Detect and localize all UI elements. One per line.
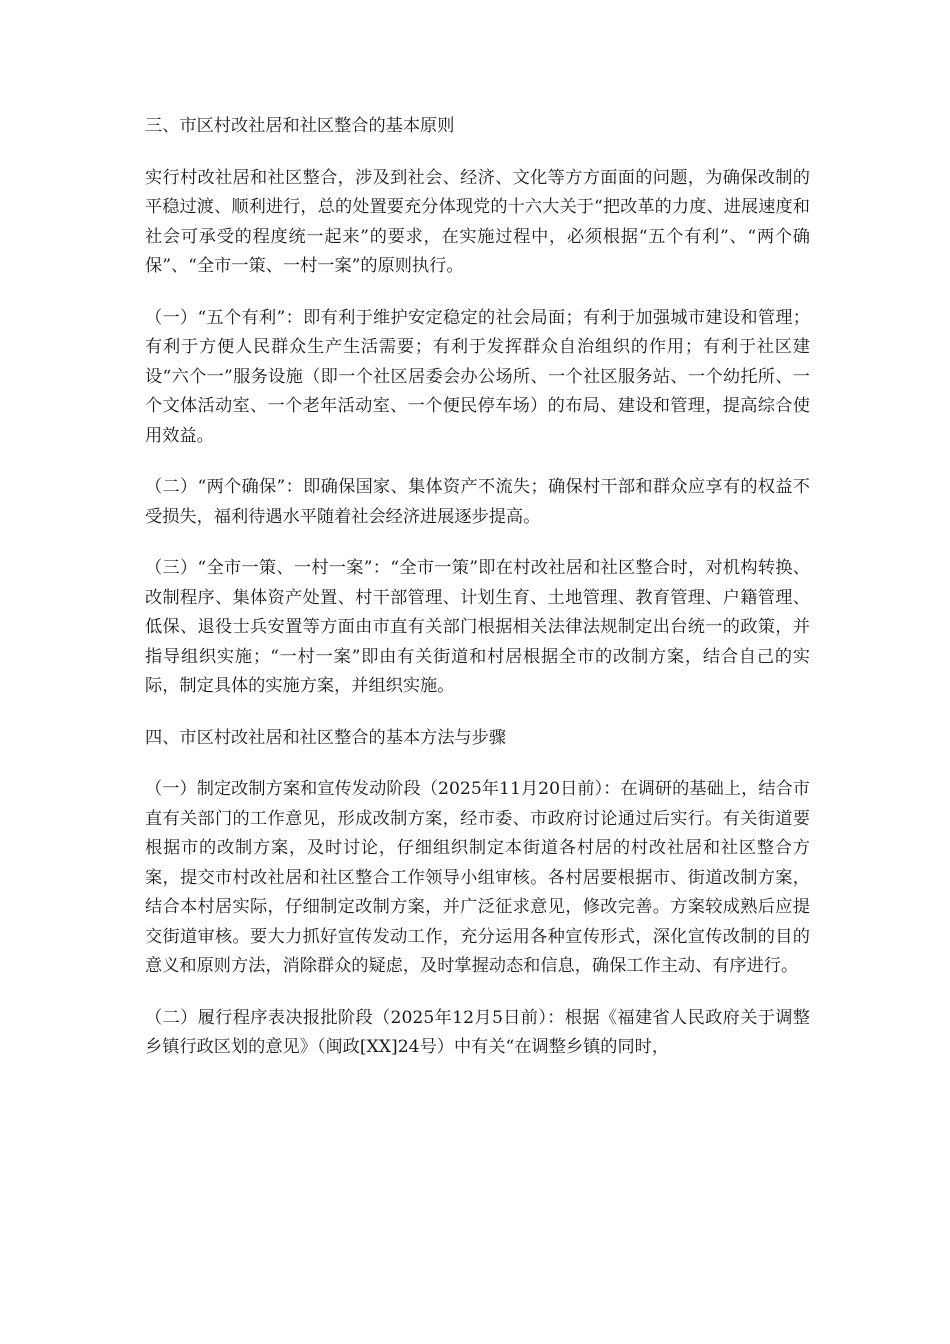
body-paragraph: 实行村改社居和社区整合，涉及到社会、经济、文化等方方面面的问题，为确保改制的平稳过渡、顺利进行，总的处置要充分体现党的十六大关于“把改革的力度、进展速度和社会可承受的程度统一起来”的要求，在实施过程中，必须根据“五个有利”、“两个确保”、“全市一策、一村一案”的原则执行。 [145,167,810,276]
body-paragraph: （二）履行程序表决报批阶段（2025年12月5日前）：根据《福建省人民政府关于调整乡镇行政区划的意见》（闽政[XX]24号）中有关“在调整乡镇的同时， [145,1007,810,1057]
body-paragraph: （三）“全市一策、一村一案”：“全市一策”即在村改社居和社区整合时，对机构转换、改制程序、集体资产处置、村干部管理、计划生育、土地管理、教育管理、户籍管理、低保、退役士兵安置等方面由市直有关部门根据相关法律法规制定出台统一的政策，并指导组织实施；“一村一案”即由有关街道和村居根据全市的改制方案，结合自己的实际，制定具体的实施方案，并组织实施。 [145,558,810,696]
document-page [145,112,810,1085]
body-paragraph: （二）“两个确保”：即确保国家、集体资产不流失；确保村干部和群众应享有的权益不受损失，福利待遇水平随着社会经济进展逐步提高。 [145,477,810,527]
section-heading-3: 三、市区村改社居和社区整合的基本原则 [145,116,455,136]
body-paragraph: （一）制定改制方案和宣传发动阶段（2025年11月20日前）：在调研的基础上，结合市直有关部门的工作意见，形成改制方案，经市委、市政府讨论通过后实行。有关街道要根据市的改制方案，及时讨论，仔细组织制定本街道各村居的村改社居和社区整合方案，提交市村改社居和社区整合工作领导小组审核。各村居要根据市、街道改制方案，结合本村居实际，仔细制定改制方案，并广泛征求意见，修改完善。方案较成熟后应提交街道审核。要大力抓好宣传发动工作，充分运用各种宣传形式，深化宣传改制的目的意义和原则方法，消除群众的疑虑，及时掌握动态和信息，确保工作主动、有序进行。 [145,779,810,976]
body-paragraph: （一）“五个有利”：即有利于维护安定稳定的社会局面；有利于加强城市建设和管理；有利于方便人民群众生产生活需要；有利于发挥群众自治组织的作用；有利于社区建设“六个一”服务设施（即一个社区居委会办公场所、一个社区服务站、一个幼托所、一个文体活动室、一个老年活动室、一个便民停车场）的布局、建设和管理，提高综合使用效益。 [145,307,810,446]
section-heading-4: 四、市区村改社居和社区整合的基本方法与步骤 [145,727,506,748]
